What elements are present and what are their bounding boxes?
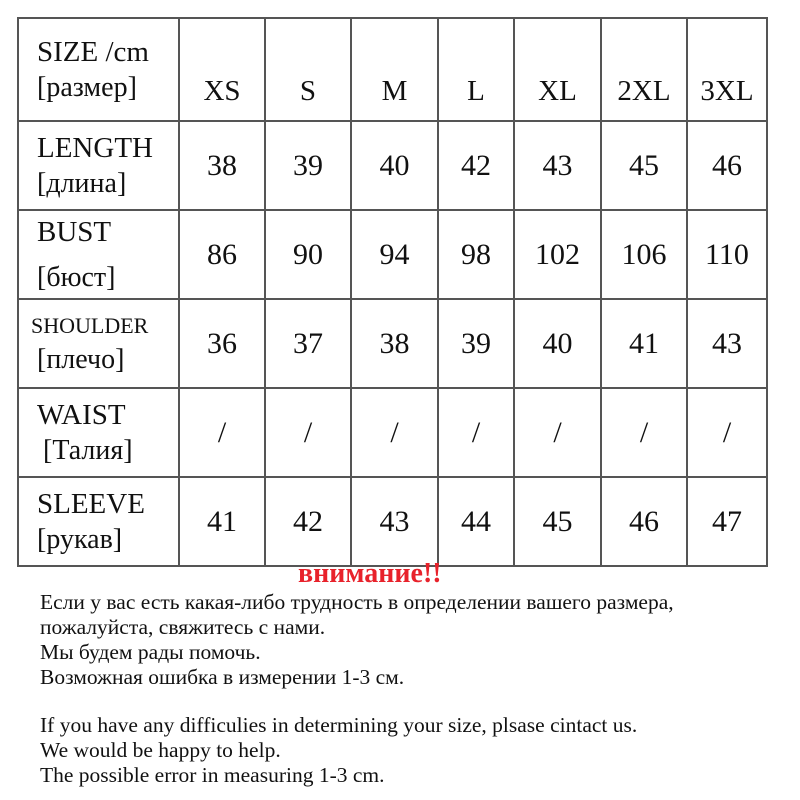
length-value-xl: 43 — [514, 121, 601, 210]
notice-ru-line: Мы будем рады помочь. — [40, 640, 261, 664]
size-header-m: M — [351, 18, 438, 121]
bust-row — [18, 210, 767, 299]
length-value-m: 40 — [351, 121, 438, 210]
size-header-xl: XL — [514, 18, 601, 121]
length-label-ru: [длина] — [37, 167, 127, 199]
sleeve-value-xs: 41 — [179, 477, 265, 566]
notice-russian — [40, 590, 674, 690]
header-row — [18, 18, 767, 121]
shoulder-label-en: SHOULDER — [31, 312, 149, 338]
sleeve-value-3xl: 47 — [687, 477, 767, 566]
shoulder-value-2xl: 41 — [601, 299, 687, 388]
shoulder-label-ru: [плечо] — [37, 343, 125, 375]
shoulder-value-s: 37 — [265, 299, 351, 388]
sleeve-label-ru: [рукав] — [37, 523, 123, 555]
notice-en-line: We would be happy to help. — [40, 738, 281, 762]
notice-en-line: The possible error in measuring 1-3 cm. — [40, 763, 385, 787]
length-label-en: LENGTH — [37, 131, 153, 164]
sleeve-value-s: 42 — [265, 477, 351, 566]
sleeve-value-l: 44 — [438, 477, 514, 566]
notice-ru-line: пожалуйста, свяжитесь с нами. — [40, 615, 326, 639]
size-label-ru: [размер] — [37, 71, 137, 103]
size-header-2xl: 2XL — [601, 18, 687, 121]
shoulder-value-xs: 36 — [179, 299, 265, 388]
notice-english — [40, 713, 637, 788]
shoulder-label-cell — [18, 299, 179, 388]
shoulder-row — [18, 299, 767, 388]
length-label-cell — [18, 121, 179, 210]
length-row — [18, 121, 767, 210]
waist-row — [18, 388, 767, 477]
size-header-l: L — [438, 18, 514, 121]
sleeve-label-en: SLEEVE — [37, 487, 145, 520]
shoulder-value-m: 38 — [351, 299, 438, 388]
waist-value-3xl: / — [687, 388, 767, 477]
size-chart-table — [17, 17, 768, 567]
waist-value-m: / — [351, 388, 438, 477]
size-label-cell — [18, 18, 179, 121]
bust-value-xl: 102 — [514, 210, 601, 299]
bust-label-ru: [бюст] — [37, 261, 116, 293]
bust-label-en: BUST — [37, 215, 112, 248]
bust-value-s: 90 — [265, 210, 351, 299]
waist-label-cell — [18, 388, 179, 477]
sleeve-value-xl: 45 — [514, 477, 601, 566]
shoulder-value-xl: 40 — [514, 299, 601, 388]
bust-value-xs: 86 — [179, 210, 265, 299]
waist-value-l: / — [438, 388, 514, 477]
length-value-3xl: 46 — [687, 121, 767, 210]
waist-value-2xl: / — [601, 388, 687, 477]
bust-label-cell — [18, 210, 179, 299]
bust-value-l: 98 — [438, 210, 514, 299]
sleeve-label-cell — [18, 477, 179, 566]
notice-en-line: If you have any difficulies in determining your size, plsase cintact us. — [40, 713, 638, 737]
sleeve-row — [18, 477, 767, 566]
waist-value-xs: / — [179, 388, 265, 477]
waist-label-en: WAIST — [37, 398, 126, 431]
shoulder-value-3xl: 43 — [687, 299, 767, 388]
sleeve-value-2xl: 46 — [601, 477, 687, 566]
shoulder-value-l: 39 — [438, 299, 514, 388]
size-label-en: SIZE /cm — [37, 35, 149, 68]
bust-value-m: 94 — [351, 210, 438, 299]
size-header-s: S — [265, 18, 351, 121]
bust-value-3xl: 110 — [687, 210, 767, 299]
size-header-xs: XS — [179, 18, 265, 121]
waist-label-ru: [Талия] — [43, 434, 133, 466]
size-header-3xl: 3XL — [687, 18, 767, 121]
bust-value-2xl: 106 — [601, 210, 687, 299]
length-value-xs: 38 — [179, 121, 265, 210]
notice-ru-line: Возможная ошибка в измерении 1-3 см. — [40, 665, 405, 689]
waist-value-s: / — [265, 388, 351, 477]
notice-ru-line: Если у вас есть какая-либо трудность в определении вашего размера, — [40, 590, 674, 614]
waist-value-xl: / — [514, 388, 601, 477]
length-value-2xl: 45 — [601, 121, 687, 210]
length-value-s: 39 — [265, 121, 351, 210]
sleeve-value-m: 43 — [351, 477, 438, 566]
length-value-l: 42 — [438, 121, 514, 210]
attention-heading: внимание!! — [298, 558, 442, 589]
